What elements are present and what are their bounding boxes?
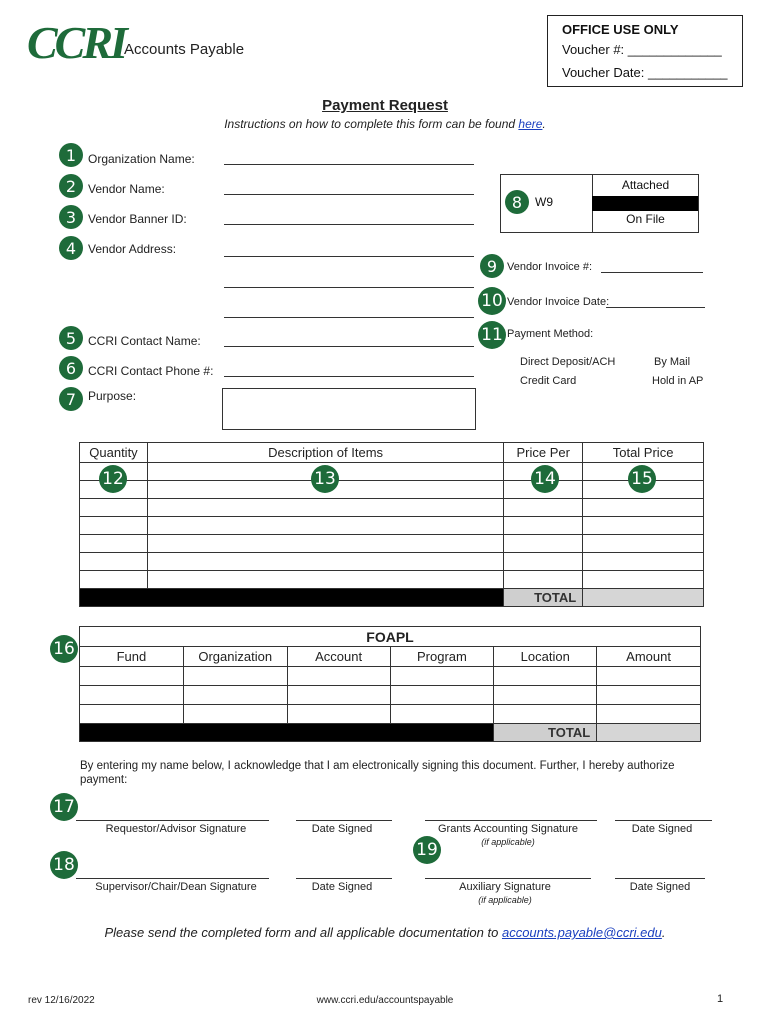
step-badge-4: 4 xyxy=(59,236,83,260)
step-badge-15: 15 xyxy=(628,465,656,493)
items-header-description: Description of Items xyxy=(147,443,503,463)
vendor-address-label: Vendor Address: xyxy=(88,242,177,256)
form-title: Payment Request xyxy=(322,97,448,114)
step-badge-8: 8 xyxy=(505,190,529,214)
auxiliary-signature-label: Auxiliary Signature xyxy=(459,881,551,893)
vendor-address-line-1[interactable] xyxy=(224,256,474,257)
vendor-address-line-3[interactable] xyxy=(224,317,474,318)
vendor-banner-label: Vendor Banner ID: xyxy=(88,212,187,226)
foapl-header-program: Program xyxy=(390,647,494,667)
voucher-date[interactable]: Voucher Date: ___________ xyxy=(562,65,728,80)
step-badge-7: 7 xyxy=(59,387,83,411)
step-badge-10: 10 xyxy=(478,287,506,315)
foapl-table xyxy=(79,626,701,742)
step-badge-3: 3 xyxy=(59,205,83,229)
office-use-title: OFFICE USE ONLY xyxy=(562,22,679,37)
department-name: Accounts Payable xyxy=(124,41,245,58)
step-badge-18: 18 xyxy=(50,851,78,879)
purpose-label: Purpose: xyxy=(88,389,137,403)
step-badge-17: 17 xyxy=(50,793,78,821)
step-badge-6: 6 xyxy=(59,356,83,380)
vendor-address-line-2[interactable] xyxy=(224,287,474,288)
items-table xyxy=(79,442,704,607)
voucher-number[interactable]: Voucher #: _____________ xyxy=(562,42,722,57)
foapl-header-fund: Fund xyxy=(80,647,184,667)
items-total-black-bar xyxy=(80,589,504,607)
vendor-invoice-date-field[interactable] xyxy=(606,307,705,308)
w9-box xyxy=(500,174,699,233)
foapl-total-black-bar xyxy=(80,724,494,742)
table-row xyxy=(80,705,701,724)
contact-name-label: CCRI Contact Name: xyxy=(88,334,201,348)
accounts-payable-email-link[interactable]: accounts.payable@ccri.edu xyxy=(501,925,662,940)
step-badge-14: 14 xyxy=(531,465,559,493)
grants-date-label: Date Signed xyxy=(631,823,693,835)
table-row xyxy=(80,499,704,517)
auxiliary-if-applicable: (if applicable) xyxy=(478,895,532,905)
ccri-logo: CCRI xyxy=(27,17,125,68)
revision-date: rev 12/16/2022 xyxy=(28,995,95,1006)
auxiliary-date-label: Date Signed xyxy=(629,881,691,893)
payment-option-mail[interactable]: By Mail xyxy=(654,356,691,368)
items-total-value[interactable] xyxy=(583,589,704,607)
foapl-header-amount: Amount xyxy=(597,647,701,667)
supervisor-signature-label: Supervisor/Chair/Dean Signature xyxy=(95,881,257,893)
step-badge-11: 11 xyxy=(478,321,506,349)
payment-method-label: Payment Method: xyxy=(507,328,594,340)
instructions: Instructions on how to complete this form can be found here. xyxy=(224,117,546,131)
supervisor-signature-line[interactable] xyxy=(76,878,269,879)
foapl-total-label: TOTAL xyxy=(494,724,597,742)
contact-name-field[interactable] xyxy=(224,346,474,347)
office-use-box xyxy=(547,15,743,87)
vendor-banner-field[interactable] xyxy=(224,224,474,225)
auxiliary-signature-line[interactable] xyxy=(425,878,591,879)
step-badge-19: 19 xyxy=(413,836,441,864)
requestor-date-line[interactable] xyxy=(296,820,392,821)
auxiliary-date-line[interactable] xyxy=(615,878,705,879)
grants-signature-line[interactable] xyxy=(425,820,597,821)
table-row xyxy=(80,571,704,589)
foapl-header-account: Account xyxy=(287,647,390,667)
grants-if-applicable: (if applicable) xyxy=(481,837,535,847)
supervisor-date-line[interactable] xyxy=(296,878,392,879)
vendor-invoice-label: Vendor Invoice #: xyxy=(507,261,593,273)
items-header-total-price: Total Price xyxy=(583,443,704,463)
org-name-label: Organization Name: xyxy=(88,152,195,166)
page-number: 1 xyxy=(717,993,724,1005)
website-url[interactable]: www.ccri.edu/accountspayable xyxy=(316,995,454,1006)
requestor-signature-line[interactable] xyxy=(76,820,269,821)
requestor-date-label: Date Signed xyxy=(311,823,373,835)
table-row xyxy=(80,535,704,553)
items-header-quantity: Quantity xyxy=(80,443,148,463)
org-name-field[interactable] xyxy=(224,164,474,165)
submission-instructions: Please send the completed form and all applicable documentation to accounts.payable@ccri.edu. xyxy=(104,925,666,940)
grants-signature-label: Grants Accounting Signature xyxy=(437,823,579,835)
step-badge-2: 2 xyxy=(59,174,83,198)
step-badge-12: 12 xyxy=(99,465,127,493)
w9-separator xyxy=(592,196,698,211)
table-row xyxy=(80,481,704,499)
step-badge-16: 16 xyxy=(50,635,78,663)
step-badge-9: 9 xyxy=(480,254,504,278)
foapl-header-location: Location xyxy=(494,647,597,667)
grants-date-line[interactable] xyxy=(615,820,712,821)
contact-phone-field[interactable] xyxy=(224,376,474,377)
foapl-header-organization: Organization xyxy=(183,647,287,667)
contact-phone-label: CCRI Contact Phone #: xyxy=(88,364,214,378)
payment-option-hold[interactable]: Hold in AP xyxy=(652,375,704,387)
vendor-invoice-date-label: Vendor Invoice Date: xyxy=(507,296,610,308)
table-row xyxy=(80,667,701,686)
items-total-label: TOTAL xyxy=(504,589,583,607)
table-row xyxy=(80,463,704,481)
w9-label: W9 xyxy=(535,195,553,209)
table-row xyxy=(80,517,704,535)
payment-option-ach[interactable]: Direct Deposit/ACH xyxy=(520,356,616,368)
requestor-signature-label: Requestor/Advisor Signature xyxy=(105,823,247,835)
foapl-total-value[interactable] xyxy=(597,724,701,742)
w9-attached-option[interactable]: Attached xyxy=(621,178,670,192)
signature-acknowledgement: By entering my name below, I acknowledge that I am electronically signing this document. Further, I hereby authorize payment: xyxy=(80,760,675,786)
vendor-name-label: Vendor Name: xyxy=(88,182,165,196)
table-row xyxy=(80,553,704,571)
payment-option-credit-card[interactable]: Credit Card xyxy=(520,375,577,387)
step-badge-1: 1 xyxy=(59,143,83,167)
items-header-price-per: Price Per xyxy=(504,443,583,463)
vendor-invoice-field[interactable] xyxy=(601,272,703,273)
w9-on-file-option[interactable]: On File xyxy=(626,212,665,226)
purpose-field[interactable] xyxy=(222,388,476,430)
instructions-link[interactable]: here xyxy=(518,117,543,131)
vendor-name-field[interactable] xyxy=(224,194,474,195)
supervisor-date-label: Date Signed xyxy=(311,881,373,893)
foapl-title: FOAPL xyxy=(80,627,701,647)
table-row xyxy=(80,686,701,705)
step-badge-5: 5 xyxy=(59,326,83,350)
step-badge-13: 13 xyxy=(311,465,339,493)
